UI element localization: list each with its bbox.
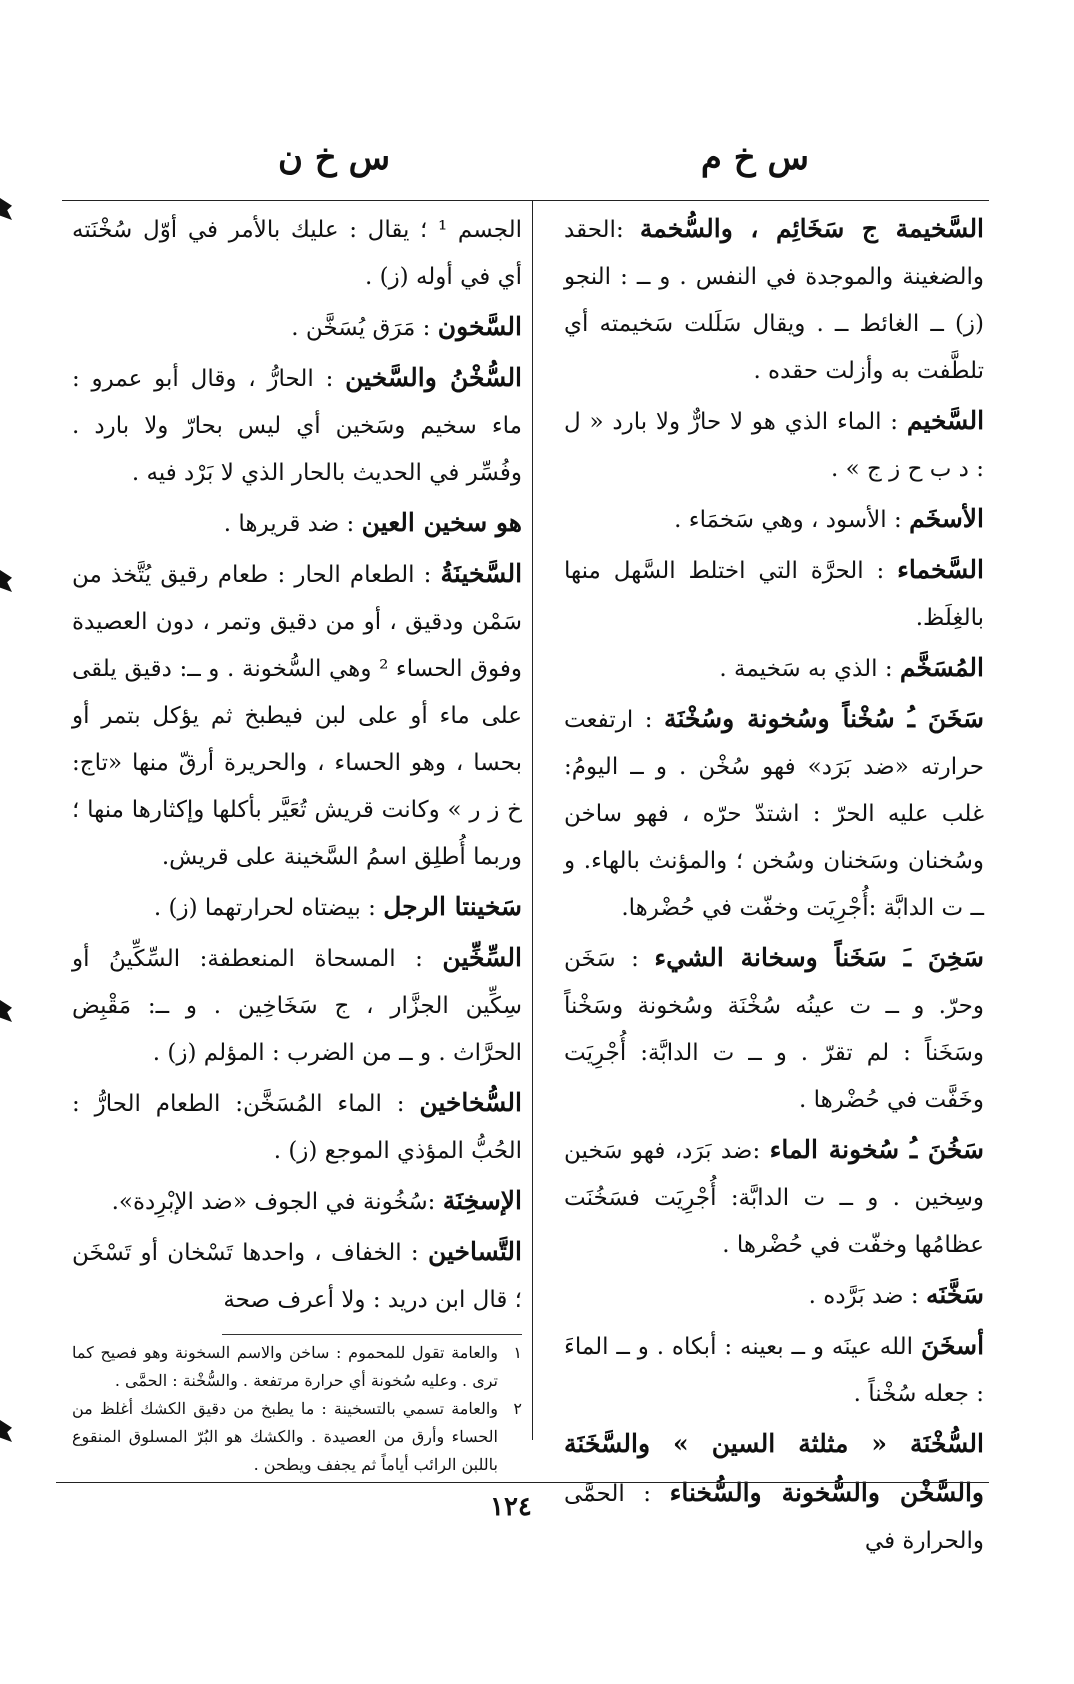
entry <box>72 883 522 932</box>
headword: السُّخْنَة « مثلثة السين » والسَّخَنَة والسَّخْن والسُّخونة والسُّخناء <box>564 1429 985 1507</box>
entry <box>72 1177 522 1226</box>
definition: : بيضتاه لحرارتهما (ز) . <box>153 895 376 921</box>
page-number: ١٢٤ <box>490 1492 532 1522</box>
headword: التَّساخين <box>427 1237 522 1266</box>
headword: سَخينتا الرجل <box>383 892 522 921</box>
headword: سَخَنَ ـُ سُخْناً وسُخونة وسُخْنَة <box>664 704 984 733</box>
footnote-mark: ١ <box>513 1343 522 1362</box>
entry <box>72 550 522 881</box>
right-column <box>564 205 984 1567</box>
entry <box>564 1271 984 1320</box>
bottom-rule <box>56 1482 989 1483</box>
headword: السَّخيمة ج سَخَائِم ، والسُّخمة <box>639 214 985 243</box>
entry <box>72 1228 522 1324</box>
headword: الإسخِنَة <box>442 1186 522 1215</box>
definition: :ضد بَرَد، فهو سَخين وسِخين . و ــ ت الدابَّة: أُجْرِيَت فسَخُنَت عظامُها وخفّت في حُضْرها . <box>564 1138 984 1258</box>
headword: سَخِنَ ـَ سَخَناً وسخانة الشيء <box>654 943 985 972</box>
entry <box>72 354 522 497</box>
scan-edge-mark <box>0 198 12 220</box>
definition: : المسحاة المنعطفة: السِّكِّينُ أو سِكِّين الجزَّار ، ج سَخَاخِين . و ــ: مَقْبِض الحرَّاث . و ــ من الضرب : المؤلم (ز) . <box>72 946 522 1066</box>
scan-edge-mark <box>0 1000 12 1022</box>
definition: : الخفاف ، واحدها تَسْخان أو تَسْخَن ؛ قال ابن دريد : ولا أعرف صحة <box>72 1240 522 1313</box>
entry <box>564 495 984 544</box>
footnote-text: والعامة تقول للمحموم : ساخن والاسم السخونة وهو فصيح كما ترى . وعليه سُخونة أي حرارة مرتفعة . والسُّخْنة : الحمَّى . <box>72 1343 498 1390</box>
entry <box>72 499 522 548</box>
headword: السُّخاخين <box>419 1088 522 1117</box>
entry <box>564 1322 984 1418</box>
headword: المُسَخَّم <box>899 653 984 682</box>
headword: السَّخماء <box>897 555 984 584</box>
definition: : سَخَن وحرّ. و ــ ت عينُه سُخْنَة وسُخونة وسَخْناً وسَخَناً : لم تقرّ . و ــ ت الدابَّة: أُجْرِيَت وخَفَّت في حُضْرها . <box>564 946 984 1113</box>
headword: السَّخيم <box>906 406 985 435</box>
entry <box>564 934 984 1124</box>
definition: :الحقد والضغينة والموجدة في النفس . و ــ : النجو (ز) ــ الغائط ــ . ويقال سَلَلت سَخيمته أي تلطَّفت به وأزلت حقده . <box>564 217 984 384</box>
entry <box>72 303 522 352</box>
entry <box>72 934 522 1077</box>
headword: أسخَنَ <box>920 1331 985 1360</box>
headword: سَخُنَ ـُ سُخونة الماء <box>769 1135 984 1164</box>
definition: : ضد قريرها . <box>223 511 355 537</box>
definition: الله عينَه و ــ بعينه : أبكاه . و ــ الماءَ : جعله سُخْناً . <box>564 1334 984 1407</box>
definition: : الحمَّى والحرارة في <box>564 1481 984 1554</box>
entry <box>72 205 522 301</box>
top-rule <box>62 200 989 201</box>
scan-edge-mark <box>0 570 12 592</box>
entry <box>564 1126 984 1269</box>
entry <box>564 695 984 932</box>
entry <box>72 1079 522 1175</box>
footnote <box>72 1395 522 1479</box>
definition: : الماء المُسَخَّن: الطعام الحارُّ : الحُبُّ المؤذي الموجع (ز) . <box>72 1091 522 1164</box>
footnote-text: والعامة تسمي بالتسخينة : ما يطبخ من دقيق الكشك أغلظ من الحساء وأرق من العصيدة . والكشك هو البُرّ المسلوق المنقوع باللبن الرائب أياماً ثم يجفف ويطحن . <box>72 1399 498 1474</box>
column-divider <box>532 200 533 1440</box>
definition: : الطعام الحار : طعام رقيق يُتَّخذ من سَمْن ودقيق ، أو من دقيق وتمر ، دون العصيدة وفوق الحساء ² وهي السُّخونة . و ــ: دقيق يلقى على ماء أو على لبن فيطبخ ثم يؤكل بتمر أو بحسا ، وهو الحساء ، والحريرة أرقّ منها «تاج: خ ز ر » وكانت قريش تُعَيَّر بأكلها وإكثارها منها ؛ وربما أُطلِق اسمُ السَّخينة على قريش. <box>72 562 522 870</box>
headword: السِّخِّين <box>442 943 522 972</box>
left-column-root-header: س خ ن <box>278 138 391 178</box>
footnote-rule <box>222 1334 522 1335</box>
definition: :سُخُونة في الجوف «ضد الإبْرِدة». <box>111 1189 436 1215</box>
headword: السُّخْنُ والسَّخين <box>345 363 523 392</box>
entry <box>564 546 984 642</box>
headword: هو سخين العين <box>361 508 522 537</box>
definition: : الذي به سَخيمة . <box>719 656 893 682</box>
left-column <box>72 205 522 1479</box>
definition: : مَرَق يُسَخَّن . <box>291 315 431 341</box>
right-column-root-header: س خ م <box>700 138 809 178</box>
definition: : الحرَّة التي اختلط السَّهل منها بالغِلَظ. <box>564 558 984 631</box>
definition: : الحارُّ ، وقال أبو عمرو : ماء سخيم وسَخين أي ليس بحارّ ولا بارد . وفُسِّر في الحديث بالحار الذي لا بَرْد فيه . <box>72 366 522 486</box>
entry <box>564 397 984 493</box>
headword: الأسخَم <box>909 504 984 533</box>
definition: : ارتفعت حرارته «ضد بَرَد» فهو سُخْن . و ــ اليومُ: غلب عليه الحرّ : اشتدّ حرّه ، فهو ساخن وسُخنان وسَخنان وسُخن ؛ والمؤنث بالهاء. و ــ ت الدابَّة :أُجْرِيَت وخفّت في حُضْرها. <box>564 707 984 921</box>
definition: : الماء الذي هو لا حارٌّ ولا بارد « ل : د ب ح ز ج » . <box>564 409 984 482</box>
headword: السَّخون <box>437 312 522 341</box>
definition: : الأسود ، وهي سَخمَاء . <box>674 507 902 533</box>
footnotes <box>72 1339 522 1479</box>
entry <box>564 1420 984 1565</box>
headword: سَخَّنَه <box>925 1280 984 1309</box>
footnote-mark: ٢ <box>513 1399 522 1418</box>
definition: الجسم ¹ ؛ يقال : عليك بالأمر في أوّل سُخْنَته أي في أوله (ز) . <box>72 217 522 290</box>
entry <box>564 644 984 693</box>
footnote <box>72 1339 522 1395</box>
scan-edge-mark <box>0 1420 12 1442</box>
definition: : ضد بَرَّده . <box>808 1283 919 1309</box>
entry <box>564 205 984 395</box>
headword: السَّخينَةُ <box>440 559 523 588</box>
